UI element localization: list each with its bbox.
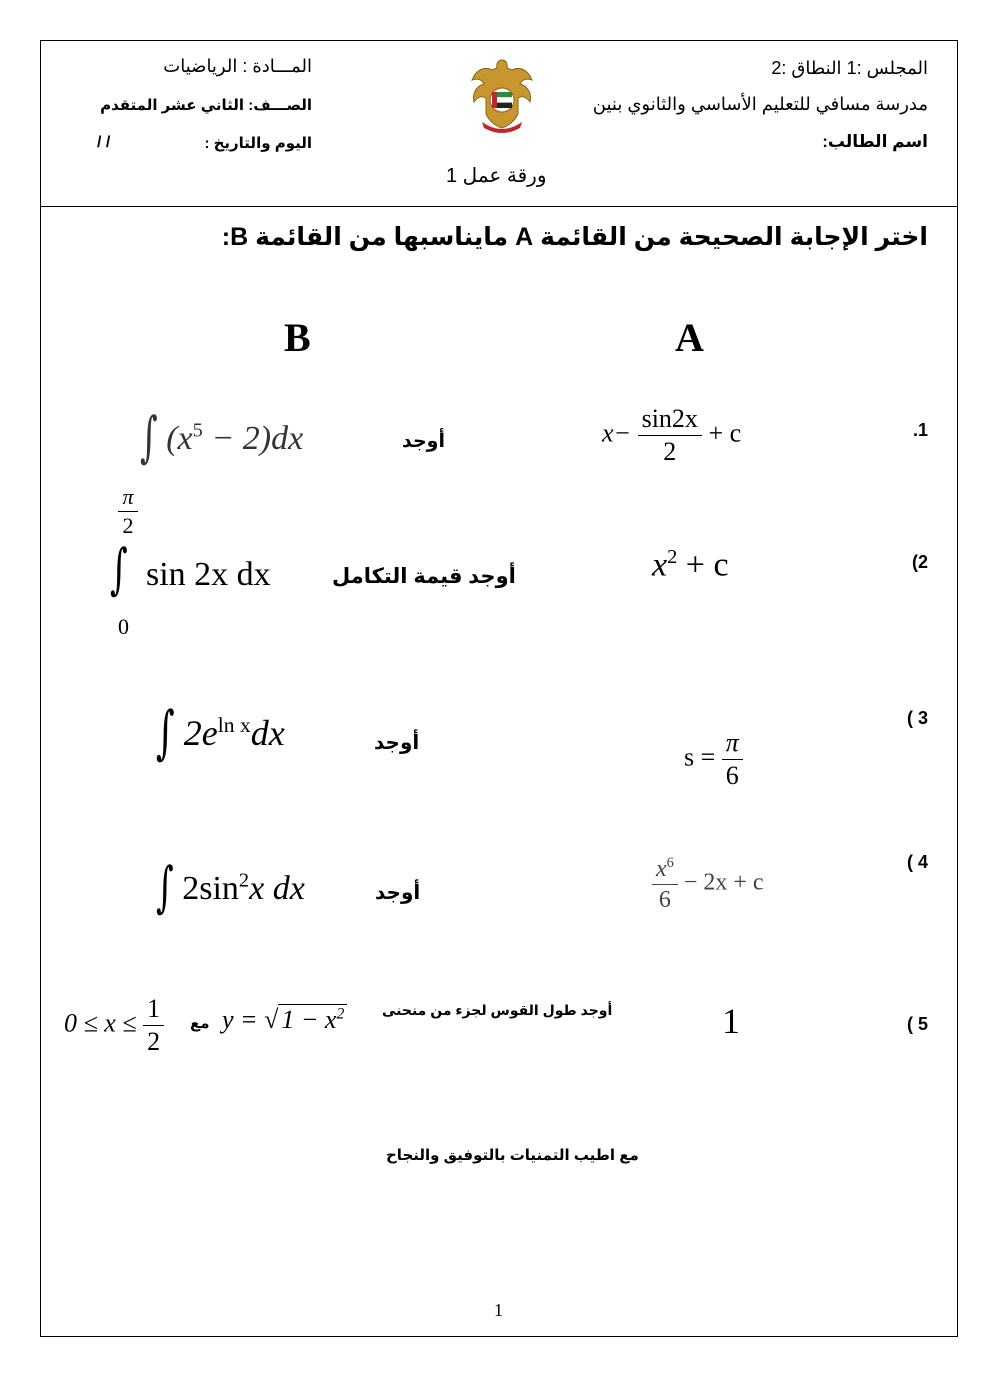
integral-glyph-2: ∫ [110,538,128,602]
b5-range-fraction [143,996,164,1055]
b2-upper-den: 2 [122,513,134,538]
b5-radicand-sup: 2 [336,1005,345,1023]
a3-den: 6 [725,761,739,790]
page-number: 1 [494,1300,503,1320]
date-slots: / / [97,134,111,151]
b3-sup: ln x [217,713,251,737]
b2-prefix: أوجد قيمة التكامل [332,565,516,588]
a4-post: − 2x + c [683,869,764,896]
grade-line: الصـــف: الثاني عشر المتقدم [100,97,312,114]
item-1-question-b [140,406,304,470]
item-number-5: ( 5 [906,1014,928,1034]
a2-post: + c [677,546,729,584]
column-b-header: B [284,315,311,360]
council-line: المجلس :1 النطاق :2 [771,58,928,78]
item-number-2: (2 [911,552,928,572]
a4-num-sup: 6 [666,855,674,871]
a1-post: + c [708,418,742,448]
b5-curve-lhs: y = [222,1005,258,1034]
b2-upper-limit [106,486,150,537]
b5-sqrt [264,1004,347,1035]
b2-upper-num: π [118,486,137,512]
closing-message: مع اطيب التمنيات بالتوفيق والنجاح [386,1147,639,1164]
item-3-answer-a [684,730,743,789]
worksheet-title: ورقة عمل 1 [446,165,547,187]
b5-radicand [278,1004,347,1035]
item-number-3: ( 3 [906,708,928,728]
a4-den: 6 [658,887,671,913]
b4-sup: 2 [238,869,250,892]
b3-expr: 2e [183,713,218,753]
b4-expr: 2sin [182,870,239,907]
b5-prefix: أوجد طول القوس لجزء من منحنى [382,1002,613,1018]
b1-prefix: أوجد [402,431,445,452]
b1-expr: (x [166,420,193,457]
header-divider [41,206,958,207]
sqrt-icon: √ [264,1005,279,1034]
b1-sup: 5 [192,419,203,442]
b4-prefix: أوجد [375,882,421,904]
item-number-4: ( 4 [906,852,928,872]
integral-sign-3: ∫ [156,700,175,767]
subject-line: المـــادة : الرياضيات [163,56,312,76]
item-2-answer-a [652,546,729,584]
b5-curve [222,1004,347,1035]
b2-expr: sin 2x dx [146,556,271,593]
b2-upper-fraction [118,486,137,537]
a4-num-base: x [656,856,667,882]
a1-pre: x− [602,418,632,448]
a1-fraction [638,406,702,465]
b5-range-den: 2 [147,1027,161,1056]
a1-num: sin2x [638,406,702,436]
b5-range-left: 0 ≤ x ≤ [64,1008,137,1038]
item-3-question-b [156,700,285,767]
item-1-answer-a [602,406,741,465]
column-a-header: A [675,315,704,360]
integral-sign-4: ∫ [156,856,174,920]
uae-emblem-icon [468,56,536,134]
a2-sup: 2 [667,546,678,568]
a1-den: 2 [663,437,677,466]
a3-num: π [722,730,743,760]
a2-base: x [652,546,668,584]
item-5-answer-a: 1 [722,1001,740,1041]
item-4-answer-a [652,856,764,912]
a3-pre: s = [684,742,716,772]
b4-rest: x dx [249,870,305,907]
b1-rest: − 2)dx [202,420,304,457]
b5-radicand-text: 1 − x [281,1005,337,1034]
a4-fraction [652,856,678,912]
b5-with-word: مع [190,1015,210,1032]
item-number-1: .1 [912,420,928,440]
b5-range-num: 1 [143,996,164,1026]
instructions: اختر الإجابة الصحيحة من القائمة A ماينا‌سبها من القائمة B: [221,223,928,251]
b3-prefix: أوجد [374,732,420,754]
b2-lower-limit: 0 [118,614,129,639]
integral-sign-1: ∫ [140,406,158,470]
a4-num [652,856,678,885]
a3-fraction [722,730,743,789]
integral-sign-2 [110,538,128,602]
date-label: اليوم والتاريخ : [204,135,312,152]
student-name-label: اسم الطالب: [822,132,928,151]
b3-rest: dx [250,713,285,753]
item-4-question-b [156,856,305,920]
b5-range [64,996,164,1055]
school-name: مدرسة مسافي للتعليم الأساسي والثانوي بنين [592,94,928,114]
